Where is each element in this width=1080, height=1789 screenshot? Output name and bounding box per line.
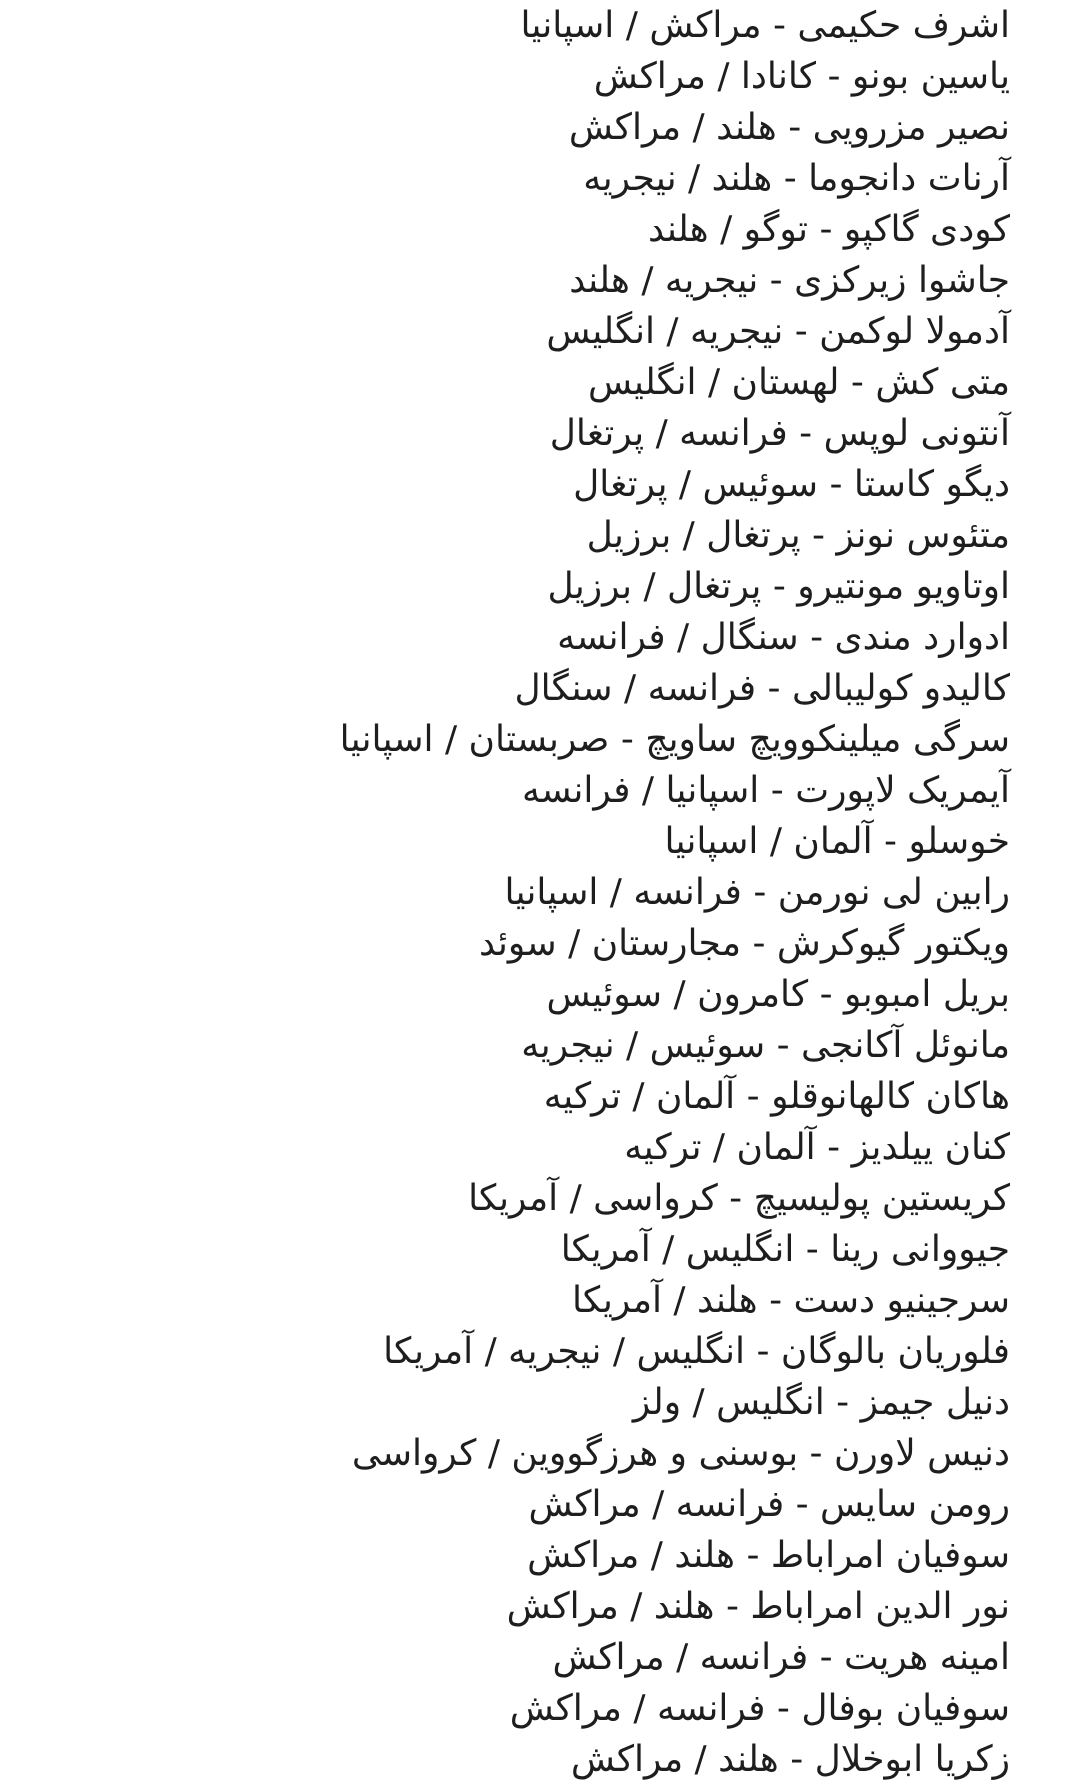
list-item: متی کش - لهستان / انگلیس [587,362,1010,403]
list-item: هاکان کالهانوقلو - آلمان / ترکیه [543,1076,1010,1117]
list-item: کودی گاکپو - توگو / هلند [647,209,1010,250]
list-item: کنان ییلدیز - آلمان / ترکیه [624,1127,1010,1168]
list-item: دنیل جیمز - انگلیس / ولز [632,1382,1010,1423]
list-item: سوفیان امراباط - هلند / مراکش [527,1535,1010,1576]
list-item: نور الدین امراباط - هلند / مراکش [506,1586,1010,1627]
player-nationality-list [10,0,1010,1785]
list-item: مانوئل آکانجی - سوئیس / نیجریه [521,1025,1010,1066]
list-item: جیووانی رینا - انگلیس / آمریکا [560,1229,1010,1270]
list-item: یاسین بونو - کانادا / مراکش [593,56,1010,97]
list-item: فلوریان بالوگان - انگلیس / نیجریه / آمریکا [383,1331,1010,1372]
list-item: متئوس نونز - پرتغال / برزیل [586,515,1010,556]
list-item: سرجینیو دست - هلند / آمریکا [571,1280,1010,1321]
list-item: ویکتور گیوکرش - مجارستان / سوئد [479,923,1010,964]
list-item: اشرف حکیمی - مراکش / اسپانیا [520,5,1010,46]
list-item: اوتاویو مونتیرو - پرتغال / برزیل [547,566,1010,607]
list-item: آنتونی لوپس - فرانسه / پرتغال [549,413,1010,454]
list-item: خوسلو - آلمان / اسپانیا [664,821,1010,862]
list-item: جاشوا زیرکزی - نیجریه / هلند [569,260,1010,301]
list-item: کریستین پولیسیچ - کرواسی / آمریکا [468,1178,1010,1219]
list-item: ادوارد مندی - سنگال / فرانسه [557,617,1010,658]
list-item: دنیس لاورن - بوسنی و هرزگووین / کرواسی [351,1433,1010,1474]
list-item: بریل امبوبو - کامرون / سوئیس [546,974,1010,1015]
list-item: رومن سایس - فرانسه / مراکش [528,1484,1010,1525]
list-item: دیگو کاستا - سوئیس / پرتغال [573,464,1010,505]
list-item: امینه هریت - فرانسه / مراکش [552,1637,1010,1678]
list-item: سوفیان بوفال - فرانسه / مراکش [509,1688,1010,1729]
list-item: زکریا ابوخلال - هلند / مراکش [570,1739,1010,1780]
list-item: رابین لی نورمن - فرانسه / اسپانیا [504,872,1010,913]
list-item: سرگی میلینکوویچ ساویچ - صربستان / اسپانیا [339,719,1010,760]
list-item: آرنات دانجوما - هلند / نیجریه [583,158,1010,199]
list-item: نصیر مزرویی - هلند / مراکش [568,107,1010,148]
list-item: آیمریک لاپورت - اسپانیا / فرانسه [521,770,1010,811]
list-item: کالیدو کولیبالی - فرانسه / سنگال [514,668,1010,709]
list-item: آدمولا لوکمن - نیجریه / انگلیس [546,311,1010,352]
